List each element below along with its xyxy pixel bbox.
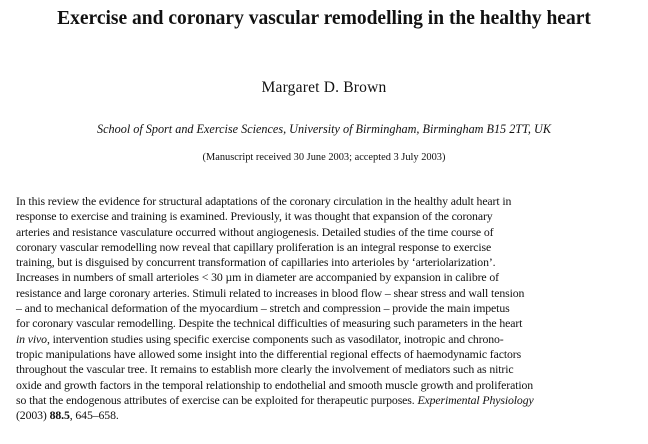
citation-year: (2003)	[16, 408, 47, 423]
abstract-line: tropic manipulations have allowed some insight into the differential regional effects of haemodynamic factors	[16, 346, 522, 361]
abstract-line: arteries and resistance vasculature occurred without angiogenesis. Detailed studies of the time course of	[16, 224, 494, 239]
citation-pages: , 645–658.	[69, 408, 119, 423]
abstract-line: – and to mechanical deformation of the myocardium – stretch and compression – provide the main impetus	[16, 301, 510, 316]
author-affiliation: School of Sport and Exercise Sciences, University of Birmingham, Birmingham B15 2TT, UK	[97, 122, 551, 136]
paper-title: Exercise and coronary vascular remodelling in the healthy heart	[57, 8, 591, 29]
in-vivo-italic: in vivo	[16, 331, 47, 346]
citation-volume: 88.5	[49, 408, 70, 423]
abstract-line	[16, 393, 634, 408]
abstract-line: oxide and growth factors in the temporal relationship to endothelial and smooth muscle growth and proliferation	[16, 377, 534, 392]
abstract-line: Increases in numbers of small arterioles < 30 µm in diameter are accompanied by expansion in calibre of	[16, 270, 499, 285]
abstract-line-text: , intervention studies using specific exercise components such as vasodilator, inotropic and chrono-	[46, 331, 504, 346]
abstract-line-text: so that the endogenous attributes of exercise can be exploited for therapeutic purposes.	[16, 392, 415, 407]
abstract-line: coronary vascular remodelling now reveal that capillary proliferation is an integral response to exercise	[16, 239, 492, 254]
abstract-line: In this review the evidence for structural adaptations of the coronary circulation in the healthy adult heart in	[16, 194, 512, 208]
abstract-line: resistance and large coronary arteries. Stimuli related to increases in blood flow – shear stress and wall tension	[16, 285, 525, 300]
journal-name: Experimental Physiology	[417, 392, 534, 407]
citation-line	[16, 408, 634, 423]
abstract-line: for coronary vascular remodelling. Despite the technical difficulties of measuring such parameters in the heart	[16, 316, 523, 331]
abstract-line: throughout the vascular tree. It remains to establish more clearly the involvement of mediators such as nitric	[16, 362, 514, 377]
abstract-line	[16, 332, 634, 347]
abstract-line: training, but is disguised by concurrent transformation of capillaries into arterioles by ‘arteriolarization’.	[16, 255, 496, 270]
manuscript-dates: (Manuscript received 30 June 2003; accepted 3 July 2003)	[202, 152, 446, 163]
abstract-line: response to exercise and training is examined. Previously, it was thought that expansion of the coronary	[16, 209, 493, 224]
abstract	[16, 194, 634, 423]
author-name: Margaret D. Brown	[261, 79, 387, 96]
